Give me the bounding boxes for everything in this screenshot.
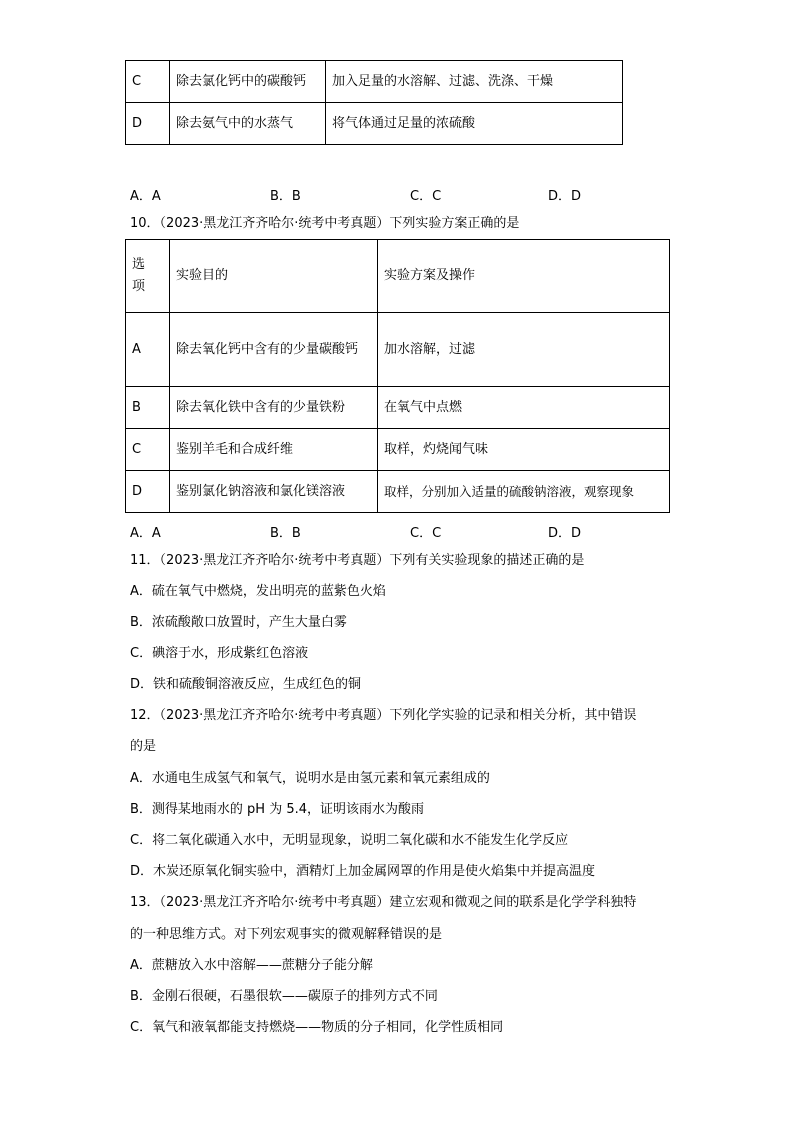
table-row [126, 313, 670, 387]
option-cell: C [126, 429, 170, 471]
purpose-cell: 除去氧化铁中含有的少量铁粉 [170, 387, 378, 429]
purpose-cell: 鉴别氯化钠溶液和氯化镁溶液 [170, 471, 378, 513]
answer-option-c: C．C [410, 526, 442, 541]
q9-answer-options [130, 185, 690, 204]
q10-table [125, 239, 670, 513]
header-purpose: 实验目的 [170, 240, 378, 313]
question-12-stem-cont: 的是 [130, 739, 157, 754]
method-cell: 取样，灼烧闻气味 [378, 429, 670, 471]
option-cell: D [126, 103, 170, 145]
question-11-stem: 11．（2023·黑龙江齐齐哈尔·统考中考真题）下列有关实验现象的描述正确的是 [130, 553, 585, 568]
option-cell: C [126, 61, 170, 103]
purpose-cell: 除去氧化钙中含有的少量碳酸钙 [170, 313, 378, 387]
answer-option-c: C．C [410, 189, 442, 204]
header-option: 选项 [126, 240, 170, 313]
question-10-stem: 10．（2023·黑龙江齐齐哈尔·统考中考真题）下列实验方案正确的是 [130, 216, 520, 231]
purpose-cell: 除去氯化钙中的碳酸钙 [170, 61, 326, 103]
question-13-stem-cont: 的一种思维方式。对下列宏观事实的微观解释错误的是 [130, 927, 443, 942]
answer-option-b: B．B [270, 526, 301, 541]
q13-option-a: A．蔗糖放入水中溶解——蔗糖分子能分解 [130, 958, 373, 973]
header-method: 实验方案及操作 [378, 240, 670, 313]
answer-option-d: D．D [548, 526, 582, 541]
table-row [126, 429, 670, 471]
q12-option-b: B．测得某地雨水的 pH 为 5.4，证明该雨水为酸雨 [130, 802, 425, 817]
q11-option-a: A．硫在氧气中燃烧，发出明亮的蓝紫色火焰 [130, 584, 386, 599]
answer-option-a: A．A [130, 526, 161, 541]
purpose-cell: 除去氨气中的水蒸气 [170, 103, 326, 145]
q11-option-b: B．浓硫酸敞口放置时，产生大量白雾 [130, 615, 347, 630]
q13-option-b: B．金刚石很硬，石墨很软——碳原子的排列方式不同 [130, 989, 438, 1004]
option-cell: B [126, 387, 170, 429]
answer-option-b: B．B [270, 189, 301, 204]
q13-option-c: C．氧气和液氧都能支持燃烧——物质的分子相同，化学性质相同 [130, 1020, 504, 1035]
method-cell: 取样，分别加入适量的硫酸钠溶液，观察现象 [378, 471, 670, 513]
purpose-cell: 鉴别羊毛和合成纤维 [170, 429, 378, 471]
q12-option-c: C．将二氧化碳通入水中，无明显现象，说明二氧化碳和水不能发生化学反应 [130, 833, 569, 848]
q12-option-d: D．木炭还原氧化铜实验中，酒精灯上加金属网罩的作用是使火焰集中并提高温度 [130, 864, 596, 879]
table-row [126, 103, 623, 145]
answer-option-d: D．D [548, 189, 582, 204]
method-cell: 在氧气中点燃 [378, 387, 670, 429]
q11-option-c: C．碘溶于水，形成紫红色溶液 [130, 646, 309, 661]
answer-option-a: A．A [130, 189, 161, 204]
option-cell: D [126, 471, 170, 513]
question-12-stem: 12．（2023·黑龙江齐齐哈尔·统考中考真题）下列化学实验的记录和相关分析，其中错误 [130, 708, 637, 723]
method-cell: 将气体通过足量的浓硫酸 [326, 103, 623, 145]
method-cell: 加入足量的水溶解、过滤、洗涤、干燥 [326, 61, 623, 103]
table-row [126, 61, 623, 103]
option-cell: A [126, 313, 170, 387]
table-row [126, 471, 670, 513]
table-row [126, 387, 670, 429]
table-header-row [126, 240, 670, 313]
q11-option-d: D．铁和硫酸铜溶液反应，生成红色的铜 [130, 677, 362, 692]
q12-option-a: A．水通电生成氢气和氧气，说明水是由氢元素和氧元素组成的 [130, 771, 490, 786]
q9-table [125, 60, 623, 145]
method-cell: 加水溶解，过滤 [378, 313, 670, 387]
q10-answer-options [130, 522, 690, 541]
question-13-stem: 13．（2023·黑龙江齐齐哈尔·统考中考真题）建立宏观和微观之间的联系是化学学科独特 [130, 895, 637, 910]
